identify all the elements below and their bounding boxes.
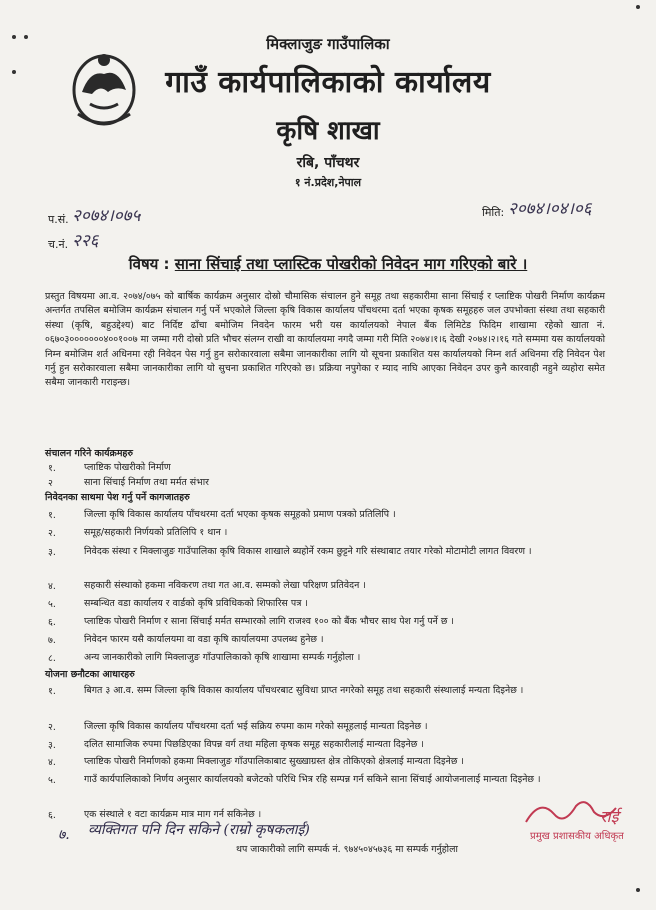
list-item-num: ४. (48, 581, 56, 592)
list-item: सम्बन्धित वडा कार्यालय र वार्डको कृषि प्रविधिकको शिफारिस पत्र । (84, 598, 308, 609)
contact-note: थप जाकारीको लागि सम्पर्क नं. ९७४५०४५७३६ मा सम्पर्क गर्नुहोला (236, 844, 458, 855)
list-item: समूह/सहकारी निर्णयको प्रतिलिपि १ थान । (84, 527, 228, 538)
list-item-num: ६. (48, 617, 56, 628)
punch-hole (636, 5, 640, 9)
location: रबि, पाँचथर (296, 155, 360, 171)
list-item-num: ६. (48, 810, 56, 821)
date-value: २०७४।०४।०६ (508, 199, 592, 219)
punch-hole (12, 35, 16, 39)
subject-line (0, 254, 656, 274)
list-item: सहकारी संस्थाको हकमा नविकरण तथा गत आ.व. सम्मको लेखा परिक्षण प्रतिवेदन । (84, 580, 366, 591)
cn-value: २२६ (72, 231, 99, 251)
list-item-num: ३. (48, 547, 56, 558)
ps-value: २०७४।०७५ (72, 206, 141, 226)
office-name: गाउँ कार्यपालिकाको कार्यालय (165, 65, 491, 100)
list-item: दलित सामाजिक रुपमा पिछडिएका विपन्न वर्ग तथा महिला कृषक समूह सहकारीलाई मान्यता दिइनेछ । (84, 739, 424, 750)
list-item: निवेदन फारम यसै कार्यालयमा वा वडा कृषि कार्यालयमा उपलब्ध हुनेछ । (84, 634, 324, 645)
list-item-num: १. (48, 463, 56, 474)
list-item: एक संस्थाले १ वटा कार्यक्रम मात्र माग गर्न सकिनेछ । (84, 809, 262, 820)
list-item: जिल्ला कृषि विकास कार्यालय पाँचथरमा दर्ता भएका कृषक समूहको प्रमाण पत्रको प्रतिलिपि । (84, 509, 396, 520)
list-item: गाउँ कार्यपालिकाको निर्णय अनुसार कार्यालयको बजेटको परिधि भित्र रहि सम्पन्न गर्न सकिने साना सिंचाई आयोजनालाई मान्यता दिइनेछ । (84, 774, 541, 785)
date-label: मिति: (482, 206, 505, 219)
signature-text: राई (600, 807, 619, 826)
list-item: प्लाष्टिक पोखरी निर्माण र साना सिंचाई मर्मत सम्भारको लागि राजश्व १०० को बैंक भौचर साथ पेश गर्नु पर्ने छ । (84, 616, 454, 627)
handwritten-note: व्यक्तिगत पनि दिन सकिने (राम्रो कृषकलाई) (88, 822, 310, 838)
list-item-num: १. (48, 510, 56, 521)
punch-hole (24, 35, 28, 39)
list-item-num: ३. (48, 740, 56, 751)
cn-label: च.नं. (48, 238, 69, 251)
list-item: अन्य जानकारीको लागि मिक्लाजुङ गाँउपालिकाको कृषि शाखामा सम्पर्क गर्नुहोला । (84, 652, 361, 663)
list-item: प्लाष्टिक पोखरीको निर्माण (84, 462, 171, 473)
list-item-num: ५. (48, 775, 56, 786)
list-item-num: १. (48, 686, 56, 697)
punch-hole (12, 70, 16, 74)
list-item: जिल्ला कृषि विकास कार्यालय पाँचथरमा दर्ता भई सक्रिय रुपमा काम गरेको समूहलाई मान्यता दिइनेछ । (84, 721, 428, 732)
programs-heading: संचालन गरिने कार्यक्रमहरु (45, 448, 134, 459)
ps-label: प.सं. (48, 213, 69, 226)
subject-text: साना सिंचाई तथा प्लास्टिक पोखरीको निवेदन माग गरिएको बारे । (174, 255, 528, 273)
list-item-num: २ (48, 478, 53, 489)
list-item-num: ८. (48, 653, 56, 664)
list-item-num: ७. (48, 635, 56, 646)
list-item-num: ५. (48, 599, 56, 610)
punch-hole (636, 888, 640, 892)
list-item: प्लाष्टिक पोखरी निर्माणको हकमा मिक्लाजुङ गाँउपालिकाबाट सुख्खाग्रस्त क्षेत्र तोकिएको क्षेत्रलाई मान्यता दिइनेछ । (84, 756, 464, 767)
selection-heading: योजना छनौटका आधारहरु (45, 669, 135, 680)
officer-title: प्रमुख प्रशासकीय अधिकृत (530, 831, 624, 842)
subject-label: विषय : (128, 255, 170, 273)
list-item: साना सिंचाई निर्माण तथा मर्मत संभार (84, 477, 210, 488)
list-item-num: ४. (48, 757, 56, 768)
list-item-num: २. (48, 722, 56, 733)
documents-heading: निवेदनका साथमा पेश गर्नु पर्ने कागजातहरु (45, 492, 190, 503)
handwritten-note-num: ७. (58, 827, 70, 843)
municipality-name: मिक्लाजुङ गाउँपालिका (266, 35, 390, 53)
signature-scribble-icon (520, 792, 640, 832)
list-item: निवेदक संस्था र मिक्लाजुङ गाउँपालिका कृषि विकास शाखाले ब्यहोर्ने रकम छुट्टने गरि संस्थाबाट तयार गरेको मोटामोटी लागत विवरण । (84, 546, 532, 557)
branch-name: कृषि शाखा (276, 116, 380, 146)
body-paragraph: प्रस्तुत विषयमा आ.व. २०७४/०७५ को बार्षिक कार्यक्रम अनुसार दोस्रो चौमासिक संचालन हुने समूह तथा सहकारीमा साना सिंचाई र प्लाष्टिक पोखरी निर्माण कार्यक्रम अन्तर्गत तपसिल बमोजिम कार्यक्रम संचालन गर्नु पर्ने भएकोले जिल्ला कृषि विकास कार्यालय पाँचथरमा दर्ता भएका कृषक समूहहरु जल उपभोक्ता संस्था तथा सहकारी संस्था (कृषि, बहुउद्देश्य) बाट निर्दिष्ट ढाँचा बमोजिम निवदेन फारम भरी यस कार्यालयको नेपाल बैंक लिमिटेड फिदिम शाखामा रहेको खाता नं. ०६७०३०००००००४००१००७ मा जम्मा गरी दोस्रो प्रति भौचर संलग्न राखी वा कार्यालयमा नगदै जम्मा गरी मिति २०७४।१।६ देखी २०७४।२।१६ गते सम्ममा यस कार्यालयको निम्न बमोजिम शर्त अधिनमा रही निवेदन पेस गर्नु हुन सरोकारवाला सबैमा जानकारीका लागि यो सूचना प्रकाशित यस कार्यालयको निम्न शर्त अधिनमा रहि निवेदन पेश गर्नु हुन सरोकारवाला सबैमा जानकारीका लागि यो सुचना प्रकाशित गरिएको छ। प्रक्रिया नपुगेका र म्याद नाघि आएका निवेदन उपर कुनै कारवाही नहुने व्यहोरा समेत सबैमा जानकारी गराइन्छ। (45, 291, 605, 389)
list-item-num: २. (48, 528, 56, 539)
list-item: बिगत ३ आ.व. सम्म जिल्ला कृषि विकास कार्यालय पाँचथरबाट सुविधा प्राप्त नगरेको समूह तथा सहकारी संस्थालाई मन्यता दिइनेछ । (84, 685, 524, 696)
province: १ नं.प्रदेश,नेपाल (294, 176, 362, 189)
